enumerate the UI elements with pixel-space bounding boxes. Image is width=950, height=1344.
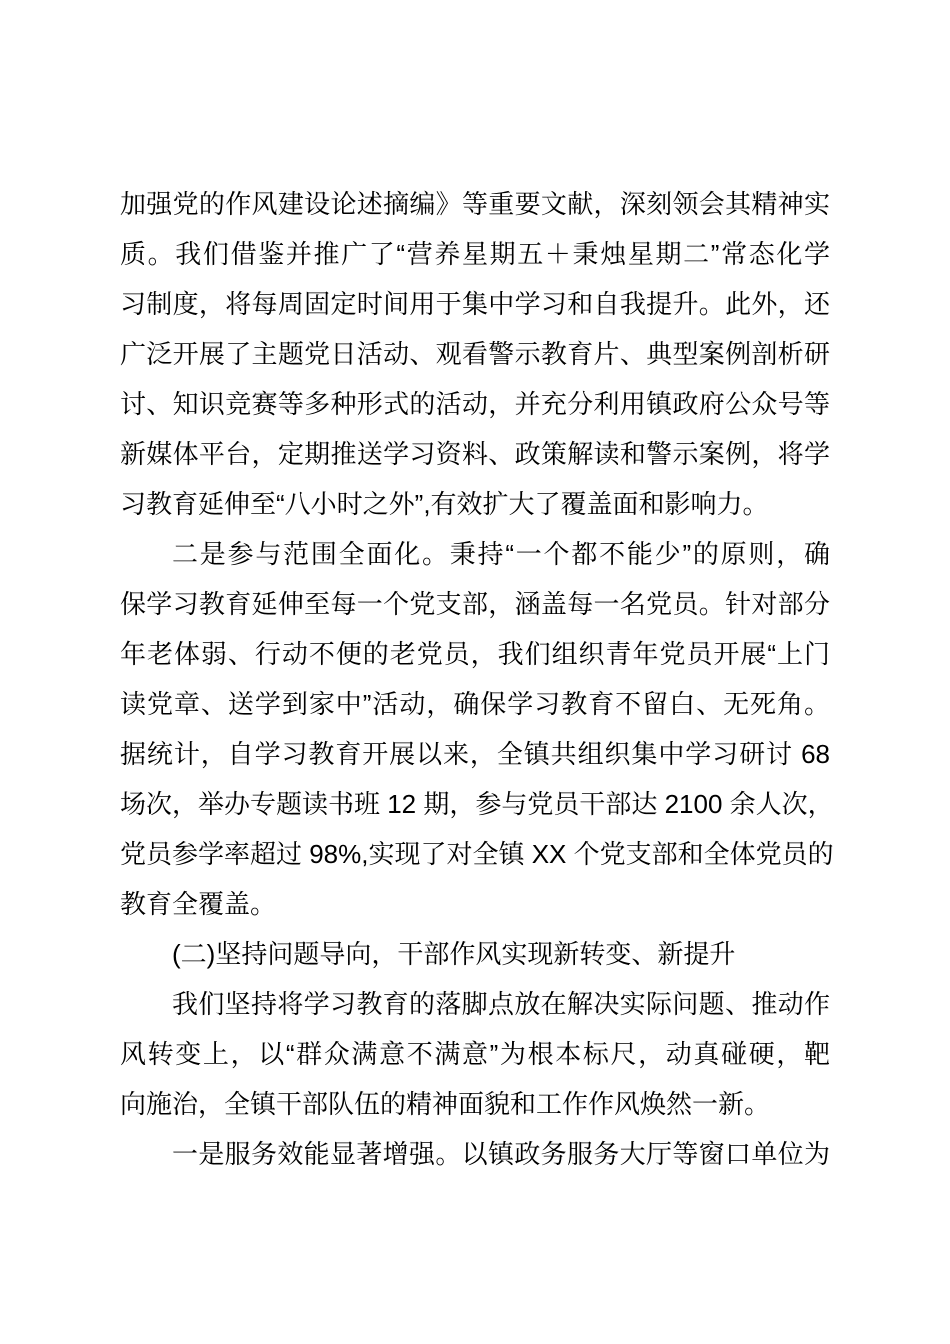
paragraph: [120, 1129, 830, 1179]
text-line: 读党章、送学到家中”活动，确保学习教育不留白、无死角。: [120, 689, 830, 719]
paragraph: [120, 179, 830, 529]
text-line: 加强党的作风建设论述摘编》等重要文献，深刻领会其精神实: [120, 189, 830, 219]
text-line: 向施治，全镇干部队伍的精神面貌和工作作风焕然一新。: [120, 1089, 771, 1119]
text-line: 质。我们借鉴并推广了“营养星期五＋秉烛星期二”常态化学: [120, 239, 830, 269]
text-line: 习教育延伸至“八小时之外”,有效扩大了覆盖面和影响力。: [120, 489, 769, 519]
paragraph: [120, 529, 834, 929]
text-line: 一是服务效能显著增强。以镇政务服务大厅等窗口单位为: [172, 1139, 830, 1169]
document-body: [120, 179, 834, 1179]
text-line: 二是参与范围全面化。秉持“一个都不能少”的原则，确: [172, 539, 830, 569]
paragraph: [120, 929, 830, 979]
text-line: 广泛开展了主题党日活动、观看警示教育片、典型案例剖析研: [120, 339, 830, 369]
text-line: 据统计，自学习教育开展以来，全镇共组织集中学习研讨 68: [120, 739, 830, 769]
text-line: 习制度，将每周固定时间用于集中学习和自我提升。此外，还: [120, 289, 830, 319]
text-line: 教育全覆盖。: [120, 889, 277, 919]
text-line: 新媒体平台，定期推送学习资料、政策解读和警示案例，将学: [120, 439, 830, 469]
text-line: 讨、知识竞赛等多种形式的活动，并充分利用镇政府公众号等: [120, 389, 830, 419]
paragraph: [120, 979, 830, 1129]
text-line: (二)坚持问题导向，干部作风实现新转变、新提升: [172, 939, 736, 969]
text-line: 我们坚持将学习教育的落脚点放在解决实际问题、推动作: [172, 989, 830, 1019]
text-line: 场次，举办专题读书班 12 期，参与党员干部达 2100 余人次，: [120, 789, 834, 819]
text-line: 党员参学率超过 98%,实现了对全镇 XX 个党支部和全体党员的: [120, 839, 834, 869]
text-line: 风转变上，以“群众满意不满意”为根本标尺，动真碰硬，靶: [120, 1039, 830, 1069]
text-line: 保学习教育延伸至每一个党支部，涵盖每一名党员。针对部分: [120, 589, 830, 619]
text-line: 年老体弱、行动不便的老党员，我们组织青年党员开展“上门: [120, 639, 830, 669]
